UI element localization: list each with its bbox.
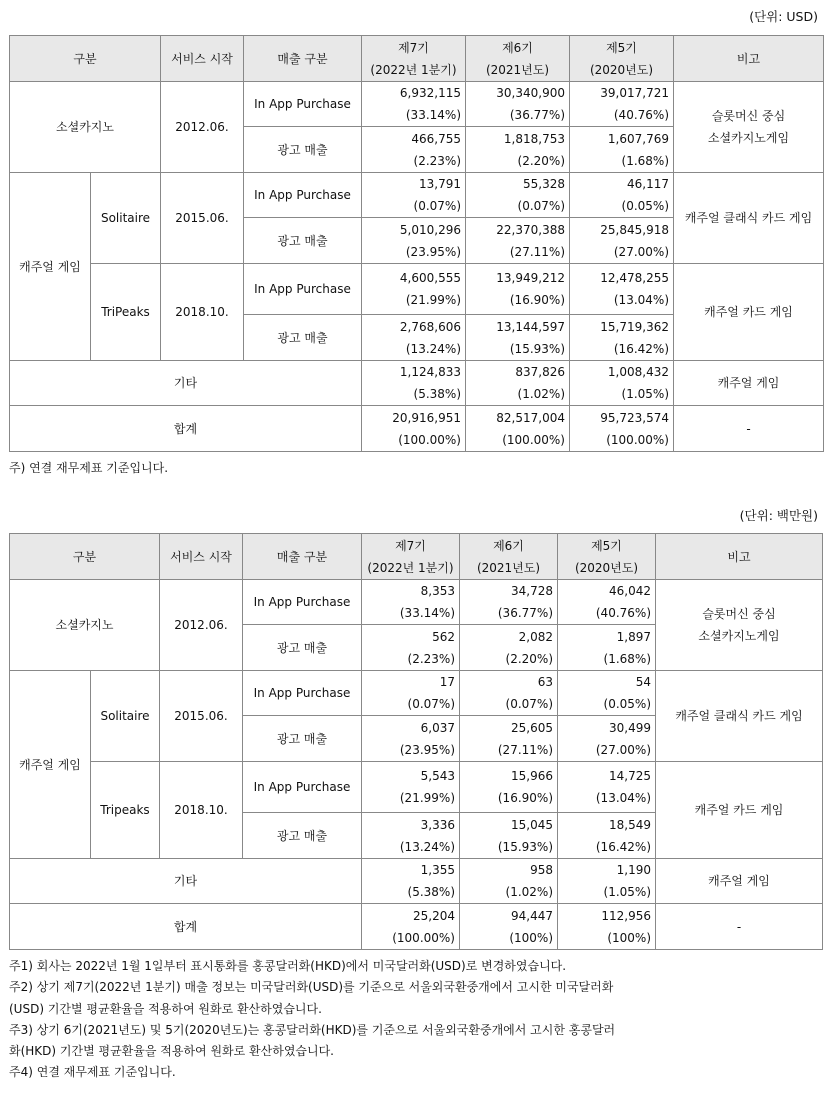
percent: (13.04%)	[595, 791, 651, 805]
revenue-type: 광고 매출	[243, 625, 362, 671]
header-period-5	[570, 36, 674, 82]
service-start: 2018.10.	[160, 762, 243, 859]
value: 82,517,004	[496, 410, 565, 425]
value-cell	[570, 315, 674, 361]
value: 4,600,555	[399, 271, 461, 285]
remark	[674, 82, 824, 173]
service-start: 2012.06.	[160, 580, 243, 671]
value-cell	[362, 173, 466, 218]
percent: (2.20%)	[517, 153, 565, 168]
remark	[656, 580, 823, 671]
value-cell	[466, 127, 570, 173]
value-cell	[570, 82, 674, 127]
service-start: 2018.10.	[161, 264, 244, 361]
header-period-7	[362, 534, 460, 580]
percent: (21.99%)	[399, 791, 455, 805]
value-cell	[460, 762, 558, 813]
value-cell	[362, 218, 466, 264]
period-7-label: 제7기	[395, 538, 426, 553]
remark: 캐주얼 게임	[674, 361, 824, 406]
value: 2,768,606	[399, 319, 461, 334]
category-casual-game: 캐주얼 게임	[10, 671, 91, 859]
percent: (15.93%)	[497, 839, 553, 854]
value-cell	[558, 904, 656, 950]
value: 34,728	[511, 584, 553, 598]
value: 15,719,362	[600, 319, 669, 334]
percent: (13.04%)	[613, 293, 669, 307]
revenue-type: In App Purchase	[243, 762, 362, 813]
percent: (15.93%)	[509, 341, 565, 356]
value: 25,605	[511, 720, 553, 735]
footnote: 주) 연결 재무제표 기준입니다.	[9, 461, 169, 475]
value: 13,144,597	[496, 319, 565, 334]
remark: 캐주얼 카드 게임	[656, 762, 823, 859]
value: 466,755	[411, 131, 461, 146]
value: 2,082	[518, 629, 553, 644]
percent: (40.76%)	[595, 606, 651, 620]
game-name: Tripeaks	[91, 762, 160, 859]
value-cell	[466, 315, 570, 361]
period-5-sub: (2020년도)	[574, 560, 639, 575]
value-cell	[570, 127, 674, 173]
value: 1,008,432	[607, 365, 669, 379]
category-casual-game: 캐주얼 게임	[10, 173, 91, 361]
value: 1,355	[420, 863, 455, 877]
remark: -	[674, 406, 824, 452]
revenue-type: In App Purchase	[244, 82, 362, 127]
period-7-label: 제7기	[398, 40, 429, 55]
value: 14,725	[609, 769, 651, 783]
total-label: 합계	[10, 406, 362, 452]
value: 1,190	[616, 863, 651, 877]
footnote: 주2) 상기 제7기(2022년 1분기) 매출 정보는 미국달러화(USD)를 기준으로 서울외국환중개에서 고시한 미국달러화	[9, 980, 614, 995]
value: 55,328	[523, 177, 565, 191]
value-cell	[362, 361, 466, 406]
percent: (100.00%)	[392, 930, 455, 945]
percent: (5.38%)	[407, 885, 455, 899]
value: 25,204	[413, 908, 455, 923]
value: 1,607,769	[607, 131, 669, 146]
unit-label: (단위: USD)	[749, 9, 818, 24]
percent: (2.23%)	[407, 651, 455, 666]
header-revenue-type: 매출 구분	[244, 36, 362, 82]
header-remark: 비고	[656, 534, 823, 580]
value: 15,966	[511, 769, 553, 783]
header-period-7	[362, 36, 466, 82]
value-cell	[362, 127, 466, 173]
value: 54	[635, 675, 651, 689]
percent: (2.20%)	[505, 651, 553, 666]
percent: (33.14%)	[405, 108, 461, 122]
percent: (1.05%)	[603, 885, 651, 899]
percent: (100%)	[607, 930, 651, 945]
percent: (16.90%)	[509, 293, 565, 307]
value: 22,370,388	[496, 222, 565, 237]
remark-line: 소셜카지노게임	[698, 629, 780, 643]
remark: 캐주얼 게임	[656, 859, 823, 904]
value-cell	[362, 625, 460, 671]
revenue-type: 광고 매출	[243, 813, 362, 859]
value-cell	[460, 716, 558, 762]
revenue-table-usd	[9, 35, 824, 452]
revenue-type: In App Purchase	[243, 580, 362, 625]
header-category: 구분	[10, 36, 161, 82]
other-label: 기타	[10, 859, 362, 904]
value-cell	[460, 625, 558, 671]
category-social-casino: 소셜카지노	[10, 82, 161, 173]
percent: (0.05%)	[603, 697, 651, 711]
percent: (100%)	[509, 930, 553, 945]
value-cell	[558, 671, 656, 716]
value: 1,818,753	[503, 131, 565, 146]
value-cell	[466, 264, 570, 315]
value: 30,340,900	[496, 86, 565, 100]
total-label: 합계	[10, 904, 362, 950]
remark-line: 슬롯머신 중심	[711, 109, 786, 123]
percent: (16.42%)	[613, 341, 669, 356]
value-cell	[362, 716, 460, 762]
table-row	[10, 671, 823, 716]
value-cell	[466, 173, 570, 218]
header-remark: 비고	[674, 36, 824, 82]
game-name: Solitaire	[91, 173, 161, 264]
percent: (2.23%)	[413, 153, 461, 168]
value-cell	[362, 406, 466, 452]
value-cell	[558, 762, 656, 813]
period-6-sub: (2021년도)	[485, 62, 550, 77]
period-7-sub: (2022년 1분기)	[370, 62, 457, 77]
value: 5,010,296	[399, 222, 461, 237]
percent: (100.00%)	[502, 432, 565, 447]
value: 6,037	[420, 720, 455, 735]
percent: (13.24%)	[399, 839, 455, 854]
percent: (23.95%)	[405, 244, 461, 259]
period-6-sub: (2021년도)	[476, 560, 541, 575]
revenue-type: In App Purchase	[244, 173, 362, 218]
table-row	[10, 361, 824, 406]
value-cell	[466, 218, 570, 264]
value-cell	[558, 813, 656, 859]
header-service-start: 서비스 시작	[160, 534, 243, 580]
percent: (5.38%)	[413, 387, 461, 401]
percent: (1.68%)	[621, 153, 669, 168]
value: 13,949,212	[496, 271, 565, 285]
revenue-type: 광고 매출	[244, 127, 362, 173]
revenue-type: 광고 매출	[243, 716, 362, 762]
value-cell	[466, 361, 570, 406]
header-period-6	[460, 534, 558, 580]
value-cell	[558, 716, 656, 762]
value-cell	[570, 361, 674, 406]
period-5-label: 제5기	[591, 538, 622, 553]
value-cell	[558, 625, 656, 671]
percent: (100.00%)	[606, 432, 669, 447]
footnote: 화(HKD) 기간별 평균환율을 적용하여 원화로 환산하였습니다.	[9, 1044, 335, 1059]
percent: (36.77%)	[509, 108, 565, 122]
value: 25,845,918	[600, 222, 669, 237]
header-service-start: 서비스 시작	[161, 36, 244, 82]
value-cell	[570, 218, 674, 264]
value: 39,017,721	[600, 86, 669, 100]
category-social-casino: 소셜카지노	[10, 580, 160, 671]
period-5-label: 제5기	[606, 40, 637, 55]
value: 12,478,255	[600, 271, 669, 285]
percent: (21.99%)	[405, 293, 461, 307]
value-cell	[362, 580, 460, 625]
table-row	[10, 406, 824, 452]
value-cell	[460, 580, 558, 625]
footnotes	[9, 956, 615, 1084]
value-cell	[362, 671, 460, 716]
percent: (16.42%)	[595, 839, 651, 854]
period-6-label: 제6기	[502, 40, 533, 55]
percent: (33.14%)	[399, 606, 455, 620]
table-row	[10, 173, 824, 218]
value-cell	[362, 859, 460, 904]
percent: (23.95%)	[399, 742, 455, 757]
value: 15,045	[511, 817, 553, 832]
percent: (27.11%)	[509, 244, 565, 259]
value-cell	[570, 264, 674, 315]
value: 3,336	[420, 817, 455, 832]
value-cell	[362, 762, 460, 813]
value-cell	[570, 173, 674, 218]
percent: (36.77%)	[497, 606, 553, 620]
value-cell	[466, 406, 570, 452]
value: 1,124,833	[399, 365, 461, 379]
table-row	[10, 904, 823, 950]
value-cell	[570, 406, 674, 452]
service-start: 2015.06.	[160, 671, 243, 762]
percent: (0.05%)	[621, 199, 669, 213]
period-6-label: 제6기	[493, 538, 524, 553]
percent: (1.68%)	[603, 651, 651, 666]
value-cell	[460, 813, 558, 859]
percent: (40.76%)	[613, 108, 669, 122]
remark: -	[656, 904, 823, 950]
table-row	[10, 82, 824, 127]
header-period-6	[466, 36, 570, 82]
percent: (0.07%)	[505, 697, 553, 711]
period-7-sub: (2022년 1분기)	[367, 560, 454, 575]
value: 837,826	[515, 365, 565, 379]
value: 13,791	[419, 177, 461, 191]
revenue-type: 광고 매출	[244, 218, 362, 264]
value: 94,447	[511, 908, 553, 923]
value: 1,897	[616, 629, 651, 644]
percent: (1.05%)	[621, 387, 669, 401]
other-label: 기타	[10, 361, 362, 406]
value: 562	[432, 629, 455, 644]
value-cell	[362, 82, 466, 127]
value: 20,916,951	[392, 410, 461, 425]
value: 95,723,574	[600, 410, 669, 425]
revenue-type: In App Purchase	[243, 671, 362, 716]
value-cell	[466, 82, 570, 127]
header-revenue-type: 매출 구분	[243, 534, 362, 580]
table-row	[10, 859, 823, 904]
revenue-type: 광고 매출	[244, 315, 362, 361]
percent: (1.02%)	[517, 387, 565, 401]
value-cell	[558, 859, 656, 904]
remark: 캐주얼 카드 게임	[674, 264, 824, 361]
game-name: TriPeaks	[91, 264, 161, 361]
percent: (13.24%)	[405, 341, 461, 356]
remark-line: 소셜카지노게임	[707, 131, 790, 145]
value: 30,499	[609, 720, 651, 735]
footnote: (USD) 기간별 평균환율을 적용하여 원화로 환산하였습니다.	[9, 1001, 322, 1016]
percent: (0.07%)	[407, 697, 455, 711]
value-cell	[362, 904, 460, 950]
header-category: 구분	[10, 534, 160, 580]
period-5-sub: (2020년도)	[589, 62, 654, 77]
percent: (27.00%)	[595, 742, 651, 757]
value: 958	[530, 863, 553, 877]
value: 8,353	[420, 584, 455, 598]
remark: 캐주얼 클래식 카드 게임	[656, 671, 823, 762]
value: 17	[439, 675, 455, 689]
value-cell	[558, 580, 656, 625]
remark-line: 슬롯머신 중심	[702, 607, 776, 621]
percent: (100.00%)	[398, 432, 461, 447]
value: 112,956	[601, 908, 651, 923]
header-period-5	[558, 534, 656, 580]
percent: (1.02%)	[505, 885, 553, 899]
footnote: 주3) 상기 6기(2021년도) 및 5기(2020년도)는 홍콩달러화(HKD)를 기준으로 서울외국환중개에서 고시한 홍콩달러	[9, 1022, 616, 1037]
footnote: 주4) 연결 재무제표 기준입니다.	[9, 1065, 176, 1080]
value: 46,117	[627, 177, 669, 191]
game-name: Solitaire	[91, 671, 160, 762]
value-cell	[362, 315, 466, 361]
percent: (27.00%)	[613, 244, 669, 259]
table-row	[10, 264, 824, 315]
value: 46,042	[609, 584, 651, 598]
service-start: 2012.06.	[161, 82, 244, 173]
value: 5,543	[420, 769, 455, 783]
percent: (16.90%)	[497, 791, 553, 805]
value-cell	[460, 904, 558, 950]
footnote: 주1) 회사는 2022년 1월 1일부터 표시통화를 홍콩달러화(HKD)에서 미국달러화(USD)로 변경하였습니다.	[9, 959, 567, 973]
unit-label: (단위: 백만원)	[739, 508, 818, 523]
percent: (27.11%)	[497, 742, 553, 757]
table-row	[10, 762, 823, 813]
value-cell	[460, 859, 558, 904]
value-cell	[362, 264, 466, 315]
value: 18,549	[609, 817, 651, 832]
value: 6,932,115	[399, 86, 461, 100]
percent: (0.07%)	[413, 199, 461, 213]
value-cell	[460, 671, 558, 716]
percent: (0.07%)	[517, 199, 565, 213]
table-row	[10, 580, 823, 625]
revenue-table-krw	[9, 533, 823, 950]
revenue-type: In App Purchase	[244, 264, 362, 315]
remark: 캐주얼 클래식 카드 게임	[674, 173, 824, 264]
value: 63	[537, 675, 553, 689]
service-start: 2015.06.	[161, 173, 244, 264]
value-cell	[362, 813, 460, 859]
